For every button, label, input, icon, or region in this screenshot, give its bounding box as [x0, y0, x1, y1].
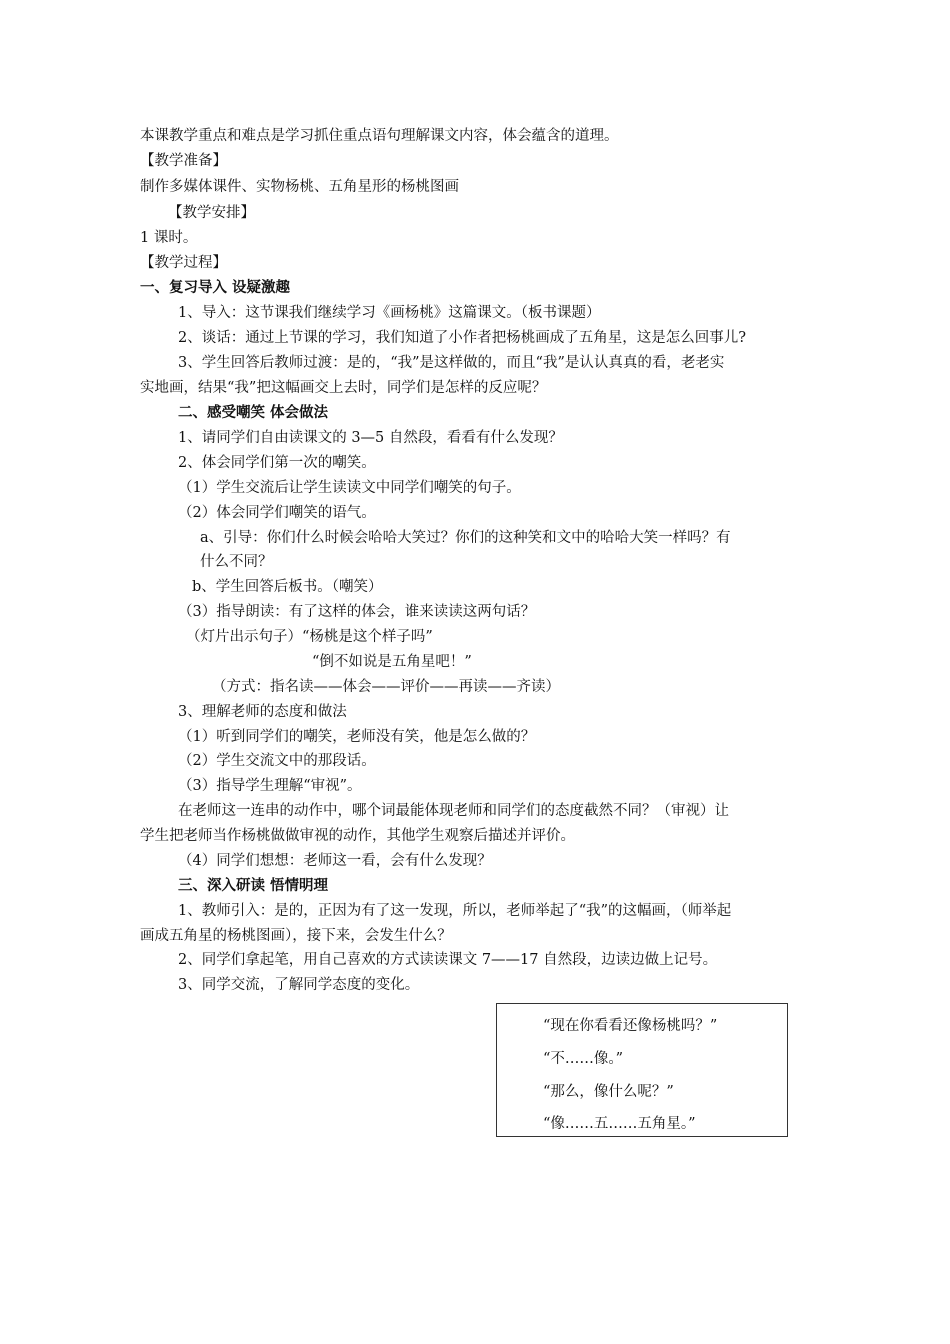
section-2-item-1: 1、请同学们自由读课文的 3—5 自然段，看看有什么发现？	[178, 430, 563, 446]
section-2-item-3-sub-1: （1）听到同学们的嘲笑，老师没有笑，他是怎么做的？	[178, 729, 536, 745]
section-2-heading: 二、感受嘲笑 体会做法	[178, 404, 329, 421]
preparation-heading: 【教学准备】	[140, 153, 227, 169]
dialogue-line: “那么，像什么呢？”	[543, 1084, 674, 1100]
section-1-item-1: 1、导入：这节课我们继续学习《画杨桃》这篇课文。（板书课题）	[178, 305, 601, 321]
section-2-quote-1: （灯片出示句子）“杨桃是这个样子吗”	[186, 629, 433, 645]
section-2-item-2-sub-2: （2）体会同学们嘲笑的语气。	[178, 505, 376, 521]
section-3-item-1-line-1: 1、教师引入：是的，正因为有了这一发现，所以，老师举起了“我”的这幅画，（师举起	[178, 903, 732, 919]
preparation-text: 制作多媒体课件、实物杨桃、五角星形的杨桃图画	[140, 179, 459, 195]
section-1-item-2: 2、谈话：通过上节课的学习，我们知道了小作者把杨桃画成了五角星，这是怎么回事儿?	[178, 330, 746, 346]
arrangement-text: 1 课时。	[140, 230, 198, 246]
section-2-item-2-sub-2b: b、学生回答后板书。（嘲笑）	[192, 579, 383, 595]
section-2-quote-2: “倒不如说是五角星吧！”	[312, 654, 472, 670]
section-2-item-3-sub-2: （2）学生交流文中的那段话。	[178, 753, 376, 769]
section-2-item-3-sub-4: （4）同学们想想：老师这一看，会有什么发现？	[178, 853, 492, 869]
arrangement-heading: 【教学安排】	[168, 205, 255, 221]
section-3-heading: 三、深入研读 悟情明理	[178, 877, 329, 894]
dialogue-line: “现在你看看还像杨桃吗？”	[543, 1018, 718, 1034]
section-2-item-2-sub-2a-line-1: a、引导：你们什么时候会哈哈大笑过？你们的这种笑和文中的哈哈大笑一样吗？有	[200, 530, 731, 546]
section-2-item-2: 2、体会同学们第一次的嘲笑。	[178, 455, 376, 471]
section-3-item-2: 2、同学们拿起笔，用自己喜欢的方式读读课文 7——17 自然段，边读边做上记号。	[178, 952, 718, 968]
dialogue-line: “像……五……五角星。”	[543, 1116, 696, 1132]
section-2-reading-method: （方式：指名读——体会——评价——再读——齐读）	[212, 679, 560, 695]
section-2-paragraph-line-2: 学生把老师当作杨桃做做审视的动作，其他学生观察后描述并评价。	[140, 828, 575, 844]
section-3-item-3: 3、同学交流，了解同学态度的变化。	[178, 977, 420, 993]
section-1-heading: 一、复习导入 设疑激趣	[140, 279, 291, 296]
section-1-item-3-line-2: 实地画，结果“我”把这幅画交上去时，同学们是怎样的反应呢？	[140, 380, 547, 396]
section-2-item-2-sub-2a-line-2: 什么不同？	[200, 554, 273, 570]
section-3-item-1-line-2: 画成五角星的杨桃图画），接下来，会发生什么？	[140, 928, 452, 944]
section-2-item-3: 3、理解老师的态度和做法	[178, 704, 347, 720]
dialogue-line: “不……像。”	[543, 1051, 624, 1067]
process-heading: 【教学过程】	[140, 255, 227, 271]
section-1-item-3-line-1: 3、学生回答后教师过渡：是的，“我”是这样做的，而且“我”是认认真真的看，老老实	[178, 355, 725, 371]
section-2-item-3-sub-3: （3）指导学生理解“审视”。	[178, 778, 362, 794]
dialogue-box	[496, 1003, 788, 1137]
teaching-focus-text: 本课教学重点和难点是学习抓住重点语句理解课文内容，体会蕴含的道理。	[140, 128, 619, 144]
section-2-paragraph-line-1: 在老师这一连串的动作中，哪个词最能体现老师和同学们的态度截然不同？（审视）让	[178, 803, 729, 819]
section-2-item-2-sub-1: （1）学生交流后让学生读读文中同学们嘲笑的句子。	[178, 480, 521, 496]
section-2-item-2-sub-3: （3）指导朗读：有了这样的体会，谁来读读这两句话？	[178, 604, 536, 620]
